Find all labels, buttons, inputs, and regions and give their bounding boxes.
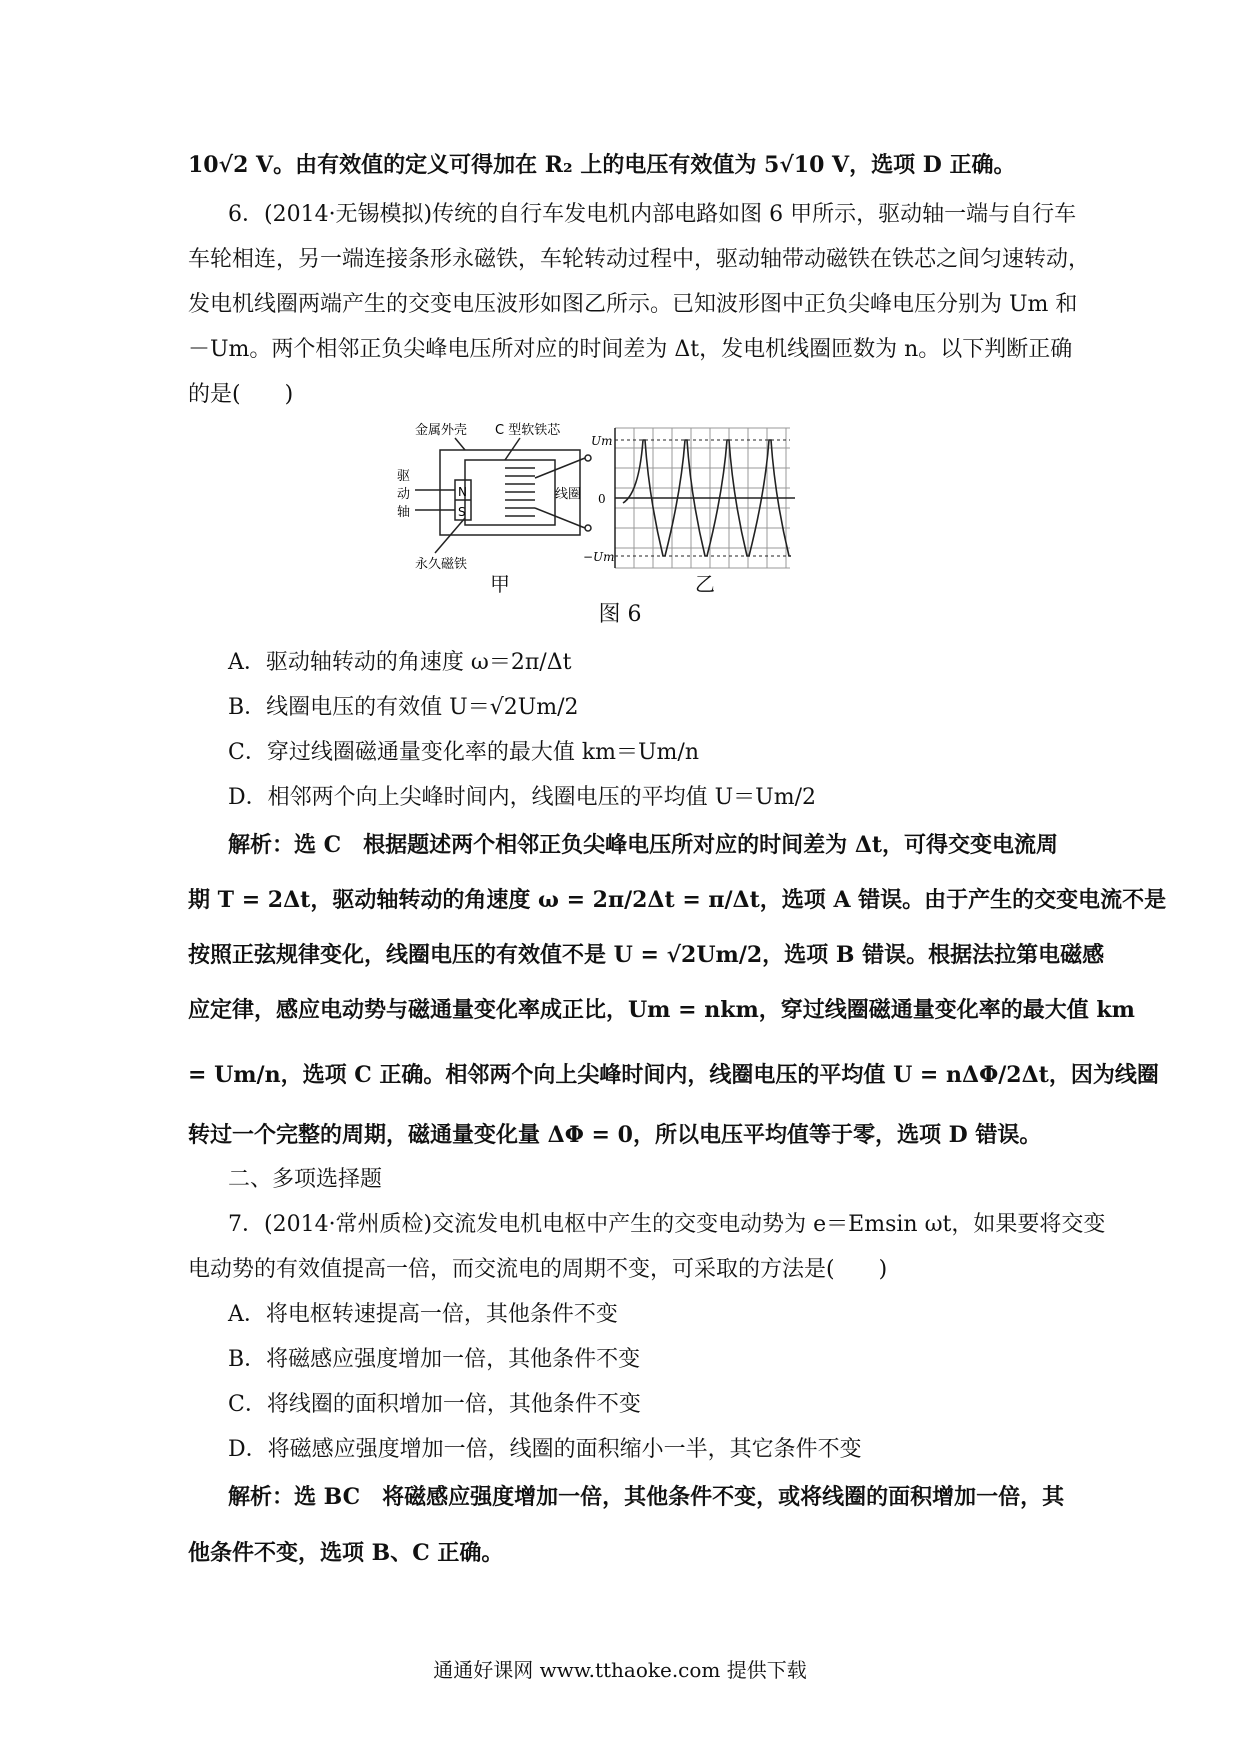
coil — [505, 468, 535, 516]
label-metal-shell: 金属外壳 — [415, 423, 468, 438]
solution-5-tail: 10√2 V。由有效值的定义可得加在 R₂ 上的电压有效值为 5√10 V，选项 D 正确。 — [188, 152, 1016, 178]
label-s-pole: S — [458, 505, 466, 519]
question-6-option-d: D．相邻两个向上尖峰时间内，线圈电压的平均值 U＝Um/2 — [228, 785, 816, 810]
figure-sublabel-jia: 甲 — [490, 572, 510, 596]
figure-sublabel-yi: 乙 — [695, 572, 715, 596]
label-drive-3: 轴 — [397, 505, 411, 520]
solution-7-line-2: 他条件不变，选项 B、C 正确。 — [188, 1540, 504, 1566]
label-drive-1: 驱 — [397, 469, 411, 484]
section-heading-multiple-choice: 二、多项选择题 — [228, 1167, 383, 1192]
label-permanent-magnet: 永久磁铁 — [415, 557, 468, 572]
question-6-line-5: 的是( ) — [188, 382, 294, 407]
figure-6 — [395, 418, 915, 596]
solution-6-line-2: 期 T = 2Δt，驱动轴转动的角速度 ω = 2π/2Δt = π/Δt，选项 A 错误。由于产生的交变电流不是 — [188, 887, 1167, 913]
question-6-line-3: 发电机线圈两端产生的交变电压波形如图乙所示。已知波形图中正负尖峰电压分别为 Um 和 — [188, 292, 1078, 317]
solution-6-line-6: 转过一个完整的周期，磁通量变化量 ΔΦ = 0，所以电压平均值等于零，选项 D 错误。 — [188, 1122, 1042, 1148]
question-6-line-2: 车轮相连，另一端连接条形永磁铁，车轮转动过程中，驱动轴带动磁铁在铁芯之间匀速转动， — [188, 247, 1091, 272]
label-zero: 0 — [598, 492, 606, 506]
question-7-line-2: 电动势的有效值提高一倍，而交流电的周期不变，可采取的方法是( ) — [188, 1257, 888, 1282]
question-6-option-b: B．线圈电压的有效值 U＝√2Um/2 — [228, 695, 579, 720]
solution-6-line-4: 应定律，感应电动势与磁通量变化率成正比，Um = nkm，穿过线圈磁通量变化率的最大值 km — [188, 997, 1135, 1023]
figure-6-drawing — [395, 418, 915, 578]
question-7-option-a: A．将电枢转速提高一倍，其他条件不变 — [228, 1302, 618, 1327]
question-6-option-c: C．穿过线圈磁通量变化率的最大值 km＝Um/n — [228, 740, 700, 765]
figure-caption: 图 6 — [598, 602, 642, 627]
footer-watermark: 通通好课网 www.tthaoke.com 提供下载 — [433, 1658, 807, 1682]
label-c-core: C 型软铁芯 — [495, 423, 561, 438]
question-7-option-d: D．将磁感应强度增加一倍，线圈的面积缩小一半，其它条件不变 — [228, 1437, 862, 1462]
question-6-option-a: A．驱动轴转动的角速度 ω＝2π/Δt — [228, 650, 572, 675]
question-6-line-1: 6．(2014·无锡模拟)传统的自行车发电机内部电路如图 6 甲所示，驱动轴一端与自行车 — [228, 202, 1077, 227]
question-7-option-c: C．将线圈的面积增加一倍，其他条件不变 — [228, 1392, 641, 1417]
label-drive-2: 动 — [397, 487, 411, 502]
solution-6-line-3: 按照正弦规律变化，线圈电压的有效值不是 U = √2Um/2，选项 B 错误。根据法拉第电磁感 — [188, 942, 1105, 968]
question-6-line-4: －Um。两个相邻正负尖峰电压所对应的时间差为 Δt，发电机线圈匝数为 n。以下判断正确 — [188, 337, 1073, 362]
label-n-pole: N — [458, 485, 467, 499]
label-neg-um: −Um — [583, 550, 615, 564]
question-7-line-1: 7．(2014·常州质检)交流发电机电枢中产生的交变电动势为 e＝Emsin ωt，如果要将交变 — [228, 1212, 1106, 1237]
label-um: Um — [591, 434, 613, 448]
solution-7-line-1: 解析：选 BC 将磁感应强度增加一倍，其他条件不变，或将线圈的面积增加一倍，其 — [228, 1484, 1065, 1510]
voltage-waveform — [615, 428, 795, 568]
solution-6-line-5: = Um/n，选项 C 正确。相邻两个向上尖峰时间内，线圈电压的平均值 U = nΔΦ/2Δt，因为线圈 — [188, 1062, 1159, 1088]
solution-6-line-1: 解析：选 C 根据题述两个相邻正负尖峰电压所对应的时间差为 Δt，可得交变电流周 — [228, 832, 1059, 858]
label-coil: 线圈 — [555, 487, 582, 502]
question-7-option-b: B．将磁感应强度增加一倍，其他条件不变 — [228, 1347, 641, 1372]
